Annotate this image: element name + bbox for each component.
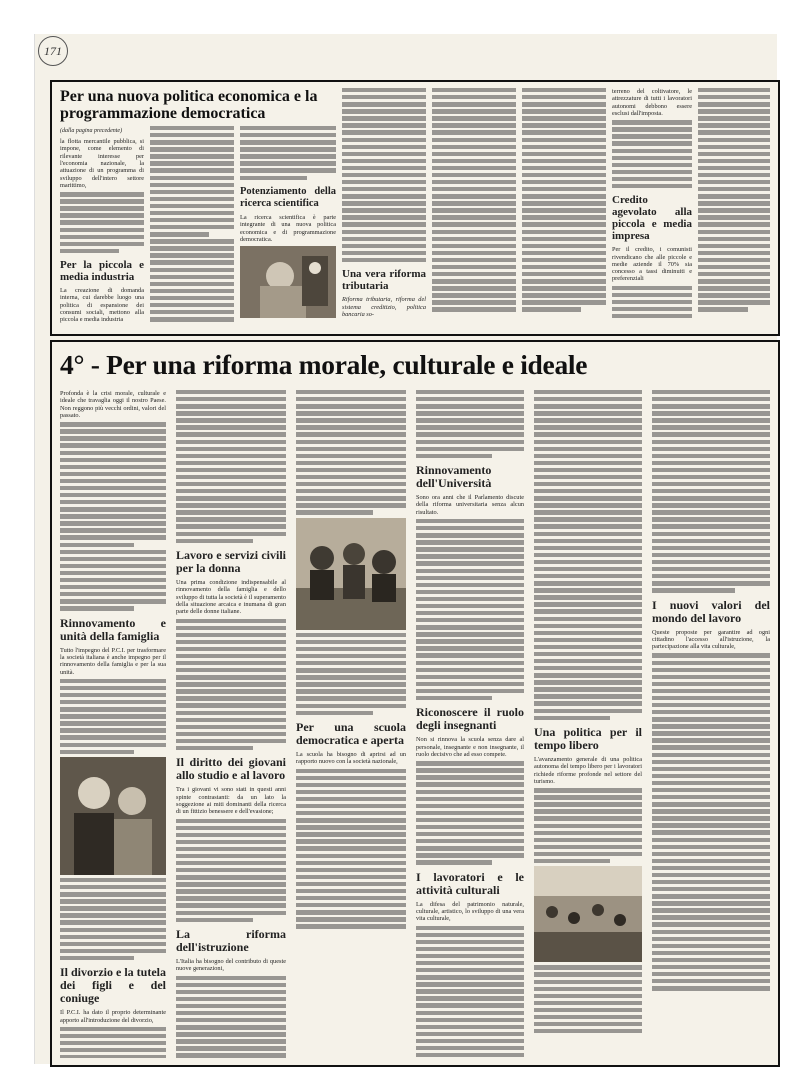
tax-lead: Riforma tributaria, riforma del sistema creditizio, politica bancaria so- [342, 296, 426, 318]
school-lead: La scuola ha bisogno di aprirsi ad un rapporto nuovo con la società nazionale, [296, 750, 406, 766]
heading-family: Rinnovamento e unità della famiglia [60, 615, 166, 643]
top-col-6 [522, 88, 606, 328]
top-col1-lead: la flotta mercantile pubblica, si impone, come elemento di rilevante interesse per l'economia nazionale, la attuazione di un programma di sviluppo dell'intero settore marittimo, [60, 138, 144, 189]
top-col-3 [240, 126, 336, 326]
heading-university: Rinnovamento dell'Università [416, 463, 492, 491]
leisure-photo [534, 866, 642, 962]
women-lead: Una prima condizione indispensabile al rinnovamento della famiglia e dello sviluppo di tutta la società è il superamento della situazione arcaica e inumana di gran parte delle donne italiane. [176, 579, 286, 616]
workers-culture-lead: La difesa del patrimonio naturale, culturale, artistico, lo sviluppo di una vera vita culturale, [416, 900, 524, 923]
top-col-4 [342, 88, 426, 328]
family-photo [60, 757, 166, 875]
school-photo [296, 518, 406, 630]
top-col-2 [150, 126, 234, 326]
top-col-1 [60, 126, 144, 326]
heading-education: La riforma dell'istruzione [176, 926, 286, 954]
leisure-lead: L'avanzamento generale di una politica autonoma del tempo libero per i lavoratori richiede riforme profonde nel settore del turismo. [534, 755, 642, 785]
science-photo [240, 246, 336, 318]
education-lead: L'Italia ha bisogno del contributo di queste nuove generazioni, [176, 957, 286, 973]
heading-school: Per una scuola democratica e aperta [296, 719, 406, 747]
heading-women: Lavoro e servizi civili per la donna [176, 548, 286, 576]
top-col-8 [698, 88, 770, 328]
heading-divorce: Il divorzio e la tutela dei figli e del coniuge [60, 965, 166, 1006]
heading-workers-culture: I lavoratori e le attività culturali [416, 869, 524, 897]
top-article-title: Per una nuova politica economica e la programmazione democratica [60, 88, 318, 122]
heading-small-business: Per la piccola e media industria [60, 259, 144, 284]
heading-credit: Credito agevolato alla piccola e media impresa [612, 194, 692, 243]
main-article-box [50, 340, 780, 1067]
heading-leisure: Una politica per il tempo libero [534, 724, 642, 752]
main-col-4 [416, 390, 524, 1058]
heading-teachers: Riconoscere il ruolo degli insegnanti [416, 705, 524, 733]
page-marker: 171 [38, 36, 68, 66]
heading-science: Potenziamento della ricerca scientifica [240, 185, 336, 209]
heading-youth: Il diritto dei giovani allo studio e al lavoro [176, 755, 286, 783]
divorce-lead: Il P.C.I. ha dato il proprio determinante apporto all'introduzione del divorzio, [60, 1009, 166, 1024]
teachers-lead: Non si rinnova la scuola senza dare al personale, insegnante e non insegnante, il ruolo decisivo che ad esso compete. [416, 736, 524, 758]
family-lead: Tutto l'impegno del P.C.I. per trasformare la società italiana è anche impegno per il rinnovamento della famiglia e per la sua unità. [60, 646, 166, 676]
top-article-box [50, 80, 780, 336]
main-article-title: 4° - Per una riforma morale, culturale e ideale [60, 349, 588, 380]
values-lead: Queste proposte per garantire ad ogni cittadino l'accesso all'istruzione, la partecipazione alla vita culturale, [652, 628, 770, 651]
small-business-lead: La creazione di domanda interna, cui darebbe luogo una politica di espansione dei consumi sociali, mettono alla piccola e media industria [60, 287, 144, 324]
science-lead: La ricerca scientifica è parte integrante di una nuova politica economica e di programmazione democratica. [240, 213, 336, 243]
top-col7-lead: terreno del coltivatore, le attrezzature di tutti i lavoratori autonomi debbono essere esclusi dall'imposta. [612, 88, 692, 117]
continued-note: (dalla pagina precedente) [60, 128, 123, 134]
top-col-7 [612, 88, 692, 328]
heading-values: I nuovi valori del mondo del lavoro [652, 597, 770, 625]
main-col-6 [652, 390, 770, 1058]
university-lead: Sono ora anni che il Parlamento discute della riforma universitaria senza alcun risultato. [416, 494, 524, 516]
heading-tax: Una vera riforma tributaria [342, 268, 426, 293]
credit-lead: Per il credito, i comunisti rivendicano che alle piccole e medie aziende il 70% sia concesso a tassi diminuiti e preferenziali [612, 246, 692, 283]
youth-lead: Tra i giovani vi sono stati in questi anni spinte contrastanti: da un lato la soggezione ai miti dominanti della ricerca di un fittizio benessere e dell'evasione; [176, 786, 286, 816]
main-col-1 [60, 390, 166, 1058]
main-col-5 [534, 390, 642, 1058]
main-col-3 [296, 390, 406, 1058]
main-col1-lead: Profonda è la crisi morale, culturale e ideale che travaglia oggi il nostro Paese. Non reggono più vecchi ordini, valori del passato. [60, 390, 166, 419]
top-col-5 [432, 88, 516, 328]
main-col-2 [176, 390, 286, 1058]
